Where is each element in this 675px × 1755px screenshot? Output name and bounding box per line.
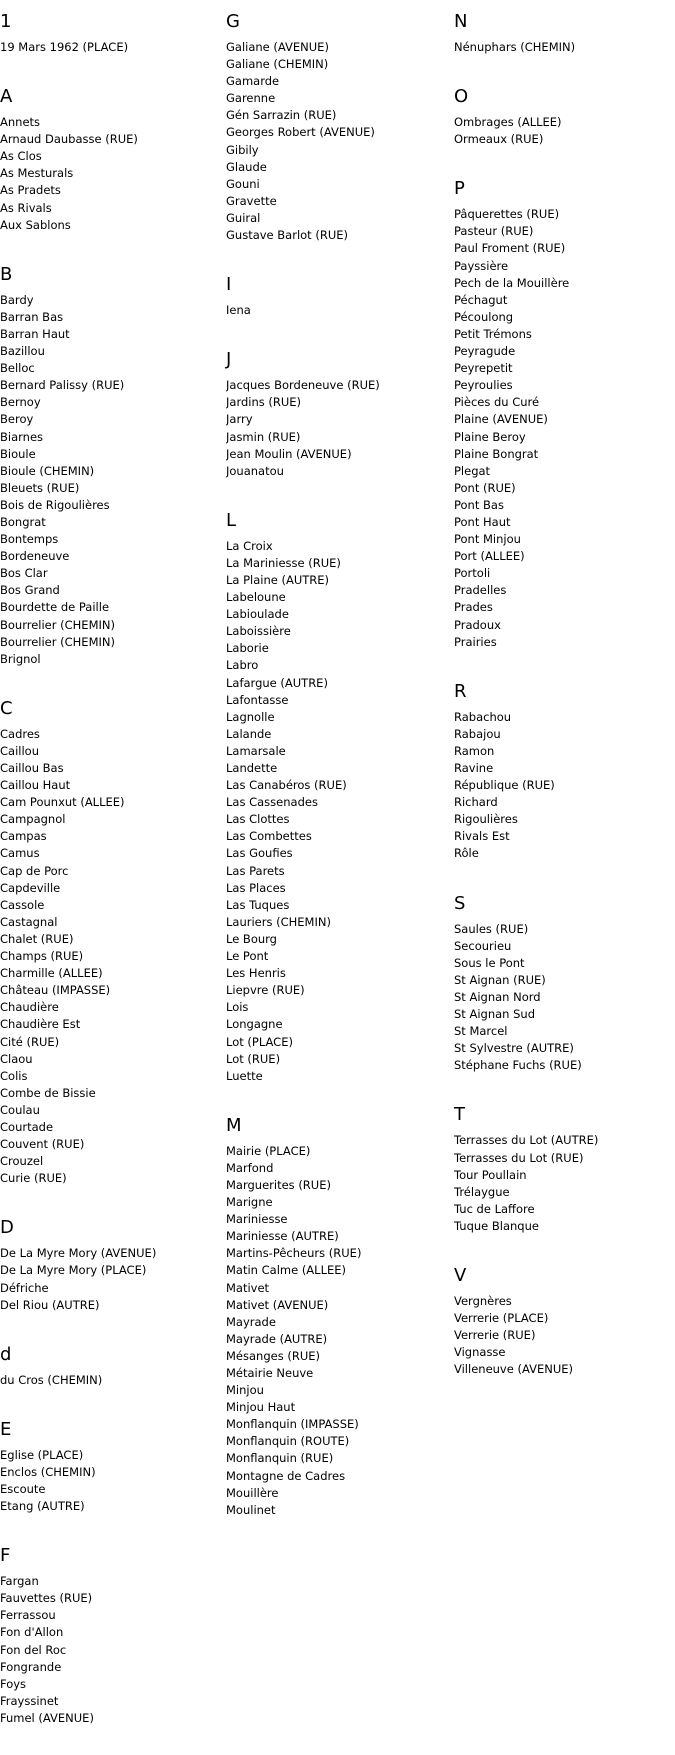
street-name: Moulinet [226, 1502, 276, 1517]
street-name: Lauriers (CHEMIN) [226, 914, 331, 929]
street-name: Stéphane Fuchs (RUE) [454, 1058, 582, 1073]
street-list [0, 114, 220, 234]
street-list [0, 1447, 220, 1515]
street-list [454, 921, 674, 1075]
street-name: Charmille (ALLEE) [0, 966, 103, 981]
street-list [0, 1573, 220, 1727]
street-name: La Croix [226, 538, 273, 553]
street-name: Galiane (CHEMIN) [226, 57, 329, 72]
street-name: Prades [454, 600, 493, 615]
street-name: Chalet (RUE) [0, 931, 74, 946]
street-name: Mariniesse [226, 1212, 288, 1227]
street-name: Trélaygue [454, 1184, 510, 1199]
street-name: Las Tuques [226, 897, 290, 912]
street-name: Annets [0, 115, 41, 130]
street-list [454, 709, 674, 863]
letter-section [0, 262, 220, 668]
street-name: De La Myre Mory (PLACE) [0, 1263, 147, 1278]
street-name: As Mesturals [0, 166, 74, 181]
street-name: Glaude [226, 159, 267, 174]
section-letter-heading: I [226, 274, 232, 296]
street-name: Cadres [0, 726, 40, 741]
street-name: Bazillou [0, 344, 45, 359]
street-name: Biarnes [0, 429, 44, 444]
street-name: Luette [226, 1068, 263, 1083]
letter-section [0, 1215, 220, 1313]
section-letter-heading: T [454, 1104, 465, 1126]
street-name: Terrasses du Lot (AUTRE) [454, 1133, 599, 1148]
street-name: Saules (RUE) [454, 921, 529, 936]
street-list [454, 114, 674, 148]
street-name: Bos Clar [0, 566, 48, 581]
section-letter-heading: E [0, 1418, 12, 1440]
street-name: Gouni [226, 176, 260, 191]
street-name: Gravette [226, 193, 277, 208]
letter-section [454, 1102, 674, 1235]
street-name: Bleuets (RUE) [0, 480, 80, 495]
section-letter-heading: F [0, 1545, 11, 1567]
street-name: Tuc de Laffore [454, 1201, 535, 1216]
street-list [226, 1143, 446, 1519]
street-name: Fauvettes (RUE) [0, 1591, 93, 1606]
section-letter-heading: O [454, 86, 469, 108]
street-name: Pâquerettes (RUE) [454, 207, 560, 222]
section-letter-heading: d [0, 1343, 12, 1365]
street-name: Pont Minjou [454, 532, 521, 547]
street-name: Sous le Pont [454, 955, 525, 970]
street-name: Jean Moulin (AVENUE) [226, 446, 352, 461]
street-name: St Aignan (RUE) [454, 972, 546, 987]
street-name: Champs (RUE) [0, 949, 84, 964]
street-name: Villeneuve (AVENUE) [454, 1362, 573, 1377]
letter-section [226, 9, 446, 244]
street-name: Liepvre (RUE) [226, 983, 305, 998]
section-letter-heading: N [454, 11, 468, 32]
street-name: Port (ALLEE) [454, 549, 525, 564]
street-name: Lot (RUE) [226, 1051, 281, 1066]
street-name: Bourrelier (CHEMIN) [0, 617, 115, 632]
street-name: Cam Pounxut (ALLEE) [0, 795, 125, 810]
street-name: Pradoux [454, 617, 501, 632]
street-name: Bourdette de Paille [0, 600, 110, 615]
street-name: Jardins (RUE) [226, 395, 302, 410]
street-name: Bardy [0, 292, 34, 307]
street-name: Bongrat [0, 514, 46, 529]
street-name: Monflanquin (IMPASSE) [226, 1417, 359, 1432]
letter-section [454, 679, 674, 863]
street-name: Lois [226, 1000, 249, 1015]
street-name: Arnaud Daubasse (RUE) [0, 132, 138, 147]
street-name: Labro [226, 658, 259, 673]
street-list [0, 39, 220, 56]
street-list [0, 292, 220, 668]
street-name: Ferrassou [0, 1608, 56, 1623]
street-list [0, 726, 220, 1188]
letter-section [0, 1543, 220, 1727]
street-name: Marguerites (RUE) [226, 1177, 331, 1192]
street-name: Fongrande [0, 1659, 62, 1674]
street-name: Gamarde [226, 74, 280, 89]
street-name: Le Bourg [226, 931, 277, 946]
street-name: Vignasse [454, 1345, 506, 1360]
street-list [226, 39, 446, 244]
street-name: Paul Froment (RUE) [454, 241, 566, 256]
street-name: Mativet [226, 1280, 270, 1295]
letter-section [226, 508, 446, 1085]
street-name: St Aignan Nord [454, 989, 541, 1004]
street-name: Péchagut [454, 292, 508, 307]
street-name: Belloc [0, 361, 35, 376]
street-name: Marigne [226, 1195, 273, 1210]
street-name: Etang (AUTRE) [0, 1499, 85, 1514]
street-name: Longagne [226, 1017, 283, 1032]
letter-section [226, 1113, 446, 1519]
letter-section [0, 696, 220, 1188]
street-name: Georges Robert (AVENUE) [226, 125, 375, 140]
street-name: Défriche [0, 1280, 49, 1295]
street-name: Métairie Neuve [226, 1366, 314, 1380]
street-name: Laborie [226, 641, 269, 656]
street-name: St Aignan Sud [454, 1007, 535, 1022]
street-name: Iena [226, 303, 251, 318]
street-name: Mativet (AVENUE) [226, 1297, 329, 1312]
street-name: Lalande [226, 726, 272, 741]
street-name: Labioulade [226, 607, 289, 622]
street-list [454, 206, 674, 650]
section-letter-heading: V [454, 1264, 467, 1286]
letter-section [0, 1417, 220, 1515]
street-name: La Plaine (AUTRE) [226, 572, 330, 587]
letter-section [226, 272, 446, 319]
street-name: Lot (PLACE) [226, 1034, 293, 1049]
street-list [454, 39, 674, 56]
section-letter-heading: 1 [0, 11, 12, 32]
street-name: Lamarsale [226, 743, 286, 758]
street-name: Ombrages (ALLEE) [454, 115, 562, 130]
street-name: As Clos [0, 149, 42, 164]
street-name: Cité (RUE) [0, 1034, 60, 1049]
street-name: Gén Sarrazin (RUE) [226, 108, 337, 123]
street-name: Plaine (AVENUE) [454, 412, 548, 427]
street-name: Caillou Bas [0, 761, 64, 775]
street-name: Rivals Est [454, 829, 510, 844]
street-name: Del Riou (AUTRE) [0, 1297, 100, 1312]
street-name: Lafargue (AUTRE) [226, 675, 328, 690]
street-list [454, 1293, 674, 1378]
street-name: Peyrepetit [454, 361, 513, 376]
street-name: Bos Grand [0, 583, 60, 598]
street-name: Barran Bas [0, 309, 64, 324]
letter-section [454, 9, 674, 56]
letter-section [454, 176, 674, 650]
street-name: Las Clottes [226, 812, 290, 827]
street-name: Pech de la Mouillère [454, 275, 570, 290]
street-name: Minjou Haut [226, 1400, 296, 1415]
street-name: Rabachou [454, 709, 512, 724]
street-name: Plegat [454, 463, 491, 478]
section-letter-heading: G [226, 11, 240, 32]
street-name: Terrasses du Lot (RUE) [454, 1150, 584, 1165]
street-name: St Sylvestre (AUTRE) [454, 1041, 574, 1056]
street-name: Capdeville [0, 880, 61, 895]
section-letter-heading: A [0, 86, 13, 108]
street-name: Bordeneuve [0, 549, 70, 564]
street-name: Pécoulong [454, 309, 514, 324]
street-name: Coulau [0, 1102, 40, 1117]
street-name: Montagne de Cadres [226, 1468, 346, 1483]
street-name: Laboissière [226, 624, 291, 639]
street-name: Pasteur (RUE) [454, 224, 534, 239]
street-name: Las Combettes [226, 829, 312, 844]
letter-section [454, 891, 674, 1075]
street-name: Pont Bas [454, 497, 504, 512]
street-name: Galiane (AVENUE) [226, 40, 329, 54]
street-name: Rabajou [454, 726, 501, 741]
street-name: Mésanges (RUE) [226, 1348, 320, 1363]
letter-section [454, 1263, 674, 1378]
street-name: De La Myre Mory (AVENUE) [0, 1246, 157, 1261]
street-name: Pièces du Curé [454, 395, 540, 410]
street-name: Ravine [454, 761, 494, 775]
street-name: Frayssinet [0, 1693, 59, 1708]
street-name: du Cros (CHEMIN) [0, 1372, 103, 1387]
street-name: Rigoulières [454, 812, 518, 827]
street-name: Peyroulies [454, 378, 513, 393]
street-name: Caillou Haut [0, 778, 71, 793]
street-name: St Marcel [454, 1024, 508, 1039]
street-name: Château (IMPASSE) [0, 983, 111, 998]
street-list [0, 1245, 220, 1313]
street-name: Beroy [0, 412, 34, 427]
street-name: Cassole [0, 897, 45, 912]
street-name: Jacques Bordeneuve (RUE) [226, 378, 380, 393]
street-name: Les Henris [226, 966, 286, 981]
street-list [226, 302, 446, 319]
street-name: Matin Calme (ALLEE) [226, 1263, 347, 1278]
street-name: Courtade [0, 1119, 54, 1134]
street-name: Barran Haut [0, 326, 70, 341]
letter-section [0, 84, 220, 234]
street-name: Bontemps [0, 532, 59, 547]
street-name: Guiral [226, 210, 261, 225]
street-list [454, 1132, 674, 1235]
street-name: Mayrade [226, 1314, 276, 1329]
street-name: Plaine Beroy [454, 429, 526, 444]
street-name: Cap de Porc [0, 863, 69, 878]
street-name: Fargan [0, 1574, 39, 1589]
street-name: Nénuphars (CHEMIN) [454, 40, 576, 54]
street-name: Jasmin (RUE) [226, 429, 301, 444]
street-name: Mouillère [226, 1485, 279, 1500]
street-name: Peyragude [454, 344, 516, 359]
index-column-2 [226, 9, 446, 1547]
street-name: As Rivals [0, 200, 52, 215]
street-name: Brignol [0, 651, 41, 666]
street-name: Bernard Palissy (RUE) [0, 378, 125, 393]
street-name: Pont (RUE) [454, 480, 516, 495]
street-name: Le Pont [226, 949, 269, 964]
street-name: Jouanatou [226, 463, 284, 478]
street-name: Combe de Bissie [0, 1085, 96, 1100]
street-name: Fon d'Allon [0, 1625, 64, 1640]
street-name: Prairies [454, 634, 497, 649]
street-list [0, 1372, 220, 1389]
street-name: Gibily [226, 142, 259, 157]
street-name: Bioule (CHEMIN) [0, 463, 95, 478]
street-name: Escoute [0, 1482, 46, 1496]
street-name: Ormeaux (RUE) [454, 132, 544, 147]
street-name: Fumel (AVENUE) [0, 1710, 94, 1725]
street-name: Castagnal [0, 914, 58, 929]
street-name: Chaudière Est [0, 1017, 81, 1032]
street-name: Plaine Bongrat [454, 446, 539, 461]
street-name: Secourieu [454, 938, 512, 953]
street-name: Bois de Rigoulières [0, 497, 110, 512]
street-name: République (RUE) [454, 778, 555, 793]
street-name: Caillou [0, 743, 39, 758]
street-name: Bernoy [0, 395, 41, 410]
street-list [226, 377, 446, 480]
street-name: As Pradets [0, 183, 61, 198]
street-name: Camus [0, 846, 40, 861]
street-name: Minjou [226, 1383, 264, 1398]
street-name: Las Cassenades [226, 795, 318, 810]
section-letter-heading: S [454, 892, 466, 914]
section-letter-heading: C [0, 697, 13, 719]
street-name: Enclos (CHEMIN) [0, 1464, 96, 1479]
street-name: Monflanquin (ROUTE) [226, 1434, 350, 1449]
street-name: Garenne [226, 91, 276, 106]
street-name: Couvent (RUE) [0, 1137, 85, 1152]
letter-section [0, 1342, 220, 1389]
street-list [226, 538, 446, 1085]
street-name: Marfond [226, 1160, 274, 1175]
street-name: Mayrade (AUTRE) [226, 1331, 328, 1346]
street-name: Bioule [0, 446, 36, 461]
street-name: Monflanquin (RUE) [226, 1451, 334, 1466]
street-name: Tour Poullain [454, 1167, 527, 1182]
street-name: Las Places [226, 880, 286, 895]
street-name: Tuque Blanque [454, 1218, 539, 1233]
street-name: Las Canabéros (RUE) [226, 778, 347, 793]
street-name: Mariniesse (AUTRE) [226, 1229, 339, 1244]
street-name: Richard [454, 795, 498, 810]
section-letter-heading: P [454, 178, 465, 200]
street-name: Petit Trémons [454, 326, 532, 341]
letter-section [0, 9, 220, 56]
street-name: Fon del Roc [0, 1642, 67, 1657]
street-name: Labeloune [226, 590, 286, 605]
street-name: Portoli [454, 566, 491, 581]
street-name: Pont Haut [454, 514, 511, 529]
index-column-3 [454, 9, 674, 1406]
street-name: La Mariniesse (RUE) [226, 555, 341, 570]
street-name: Colis [0, 1068, 28, 1083]
street-name: 19 Mars 1962 (PLACE) [0, 40, 129, 54]
street-name: Gustave Barlot (RUE) [226, 228, 348, 243]
section-letter-heading: B [0, 263, 13, 285]
section-letter-heading: J [226, 349, 232, 371]
street-name: Verrerie (RUE) [454, 1328, 536, 1343]
section-letter-heading: D [0, 1217, 14, 1239]
street-name: Verrerie (PLACE) [454, 1311, 549, 1326]
street-name: Bourrelier (CHEMIN) [0, 634, 115, 649]
street-name: Rôle [454, 846, 479, 861]
street-name: Jarry [226, 412, 253, 427]
section-letter-heading: L [226, 509, 237, 531]
street-name: Payssière [454, 258, 509, 273]
street-name: Las Goufies [226, 846, 293, 861]
letter-section [454, 84, 674, 148]
street-name: Landette [226, 761, 278, 775]
street-name: Claou [0, 1051, 33, 1066]
street-name: Mairie (PLACE) [226, 1143, 311, 1158]
street-name: Martins-Pêcheurs (RUE) [226, 1246, 362, 1261]
street-name: Campas [0, 829, 47, 844]
street-name: Las Parets [226, 863, 285, 878]
street-name: Pradelles [454, 583, 507, 598]
street-name: Aux Sablons [0, 217, 71, 232]
index-column-1 [0, 9, 220, 1755]
street-name: Chaudière [0, 1000, 59, 1015]
street-name: Eglise (PLACE) [0, 1447, 84, 1462]
street-name: Curie (RUE) [0, 1171, 67, 1186]
street-name: Vergnères [454, 1293, 512, 1308]
street-name: Lafontasse [226, 692, 289, 707]
section-letter-heading: M [226, 1114, 242, 1136]
letter-section [226, 347, 446, 480]
section-letter-heading: R [454, 680, 467, 702]
street-name: Campagnol [0, 812, 66, 827]
street-name: Foys [0, 1676, 27, 1691]
street-name: Ramon [454, 743, 495, 758]
street-name: Lagnolle [226, 709, 275, 724]
street-name: Crouzel [0, 1154, 44, 1169]
